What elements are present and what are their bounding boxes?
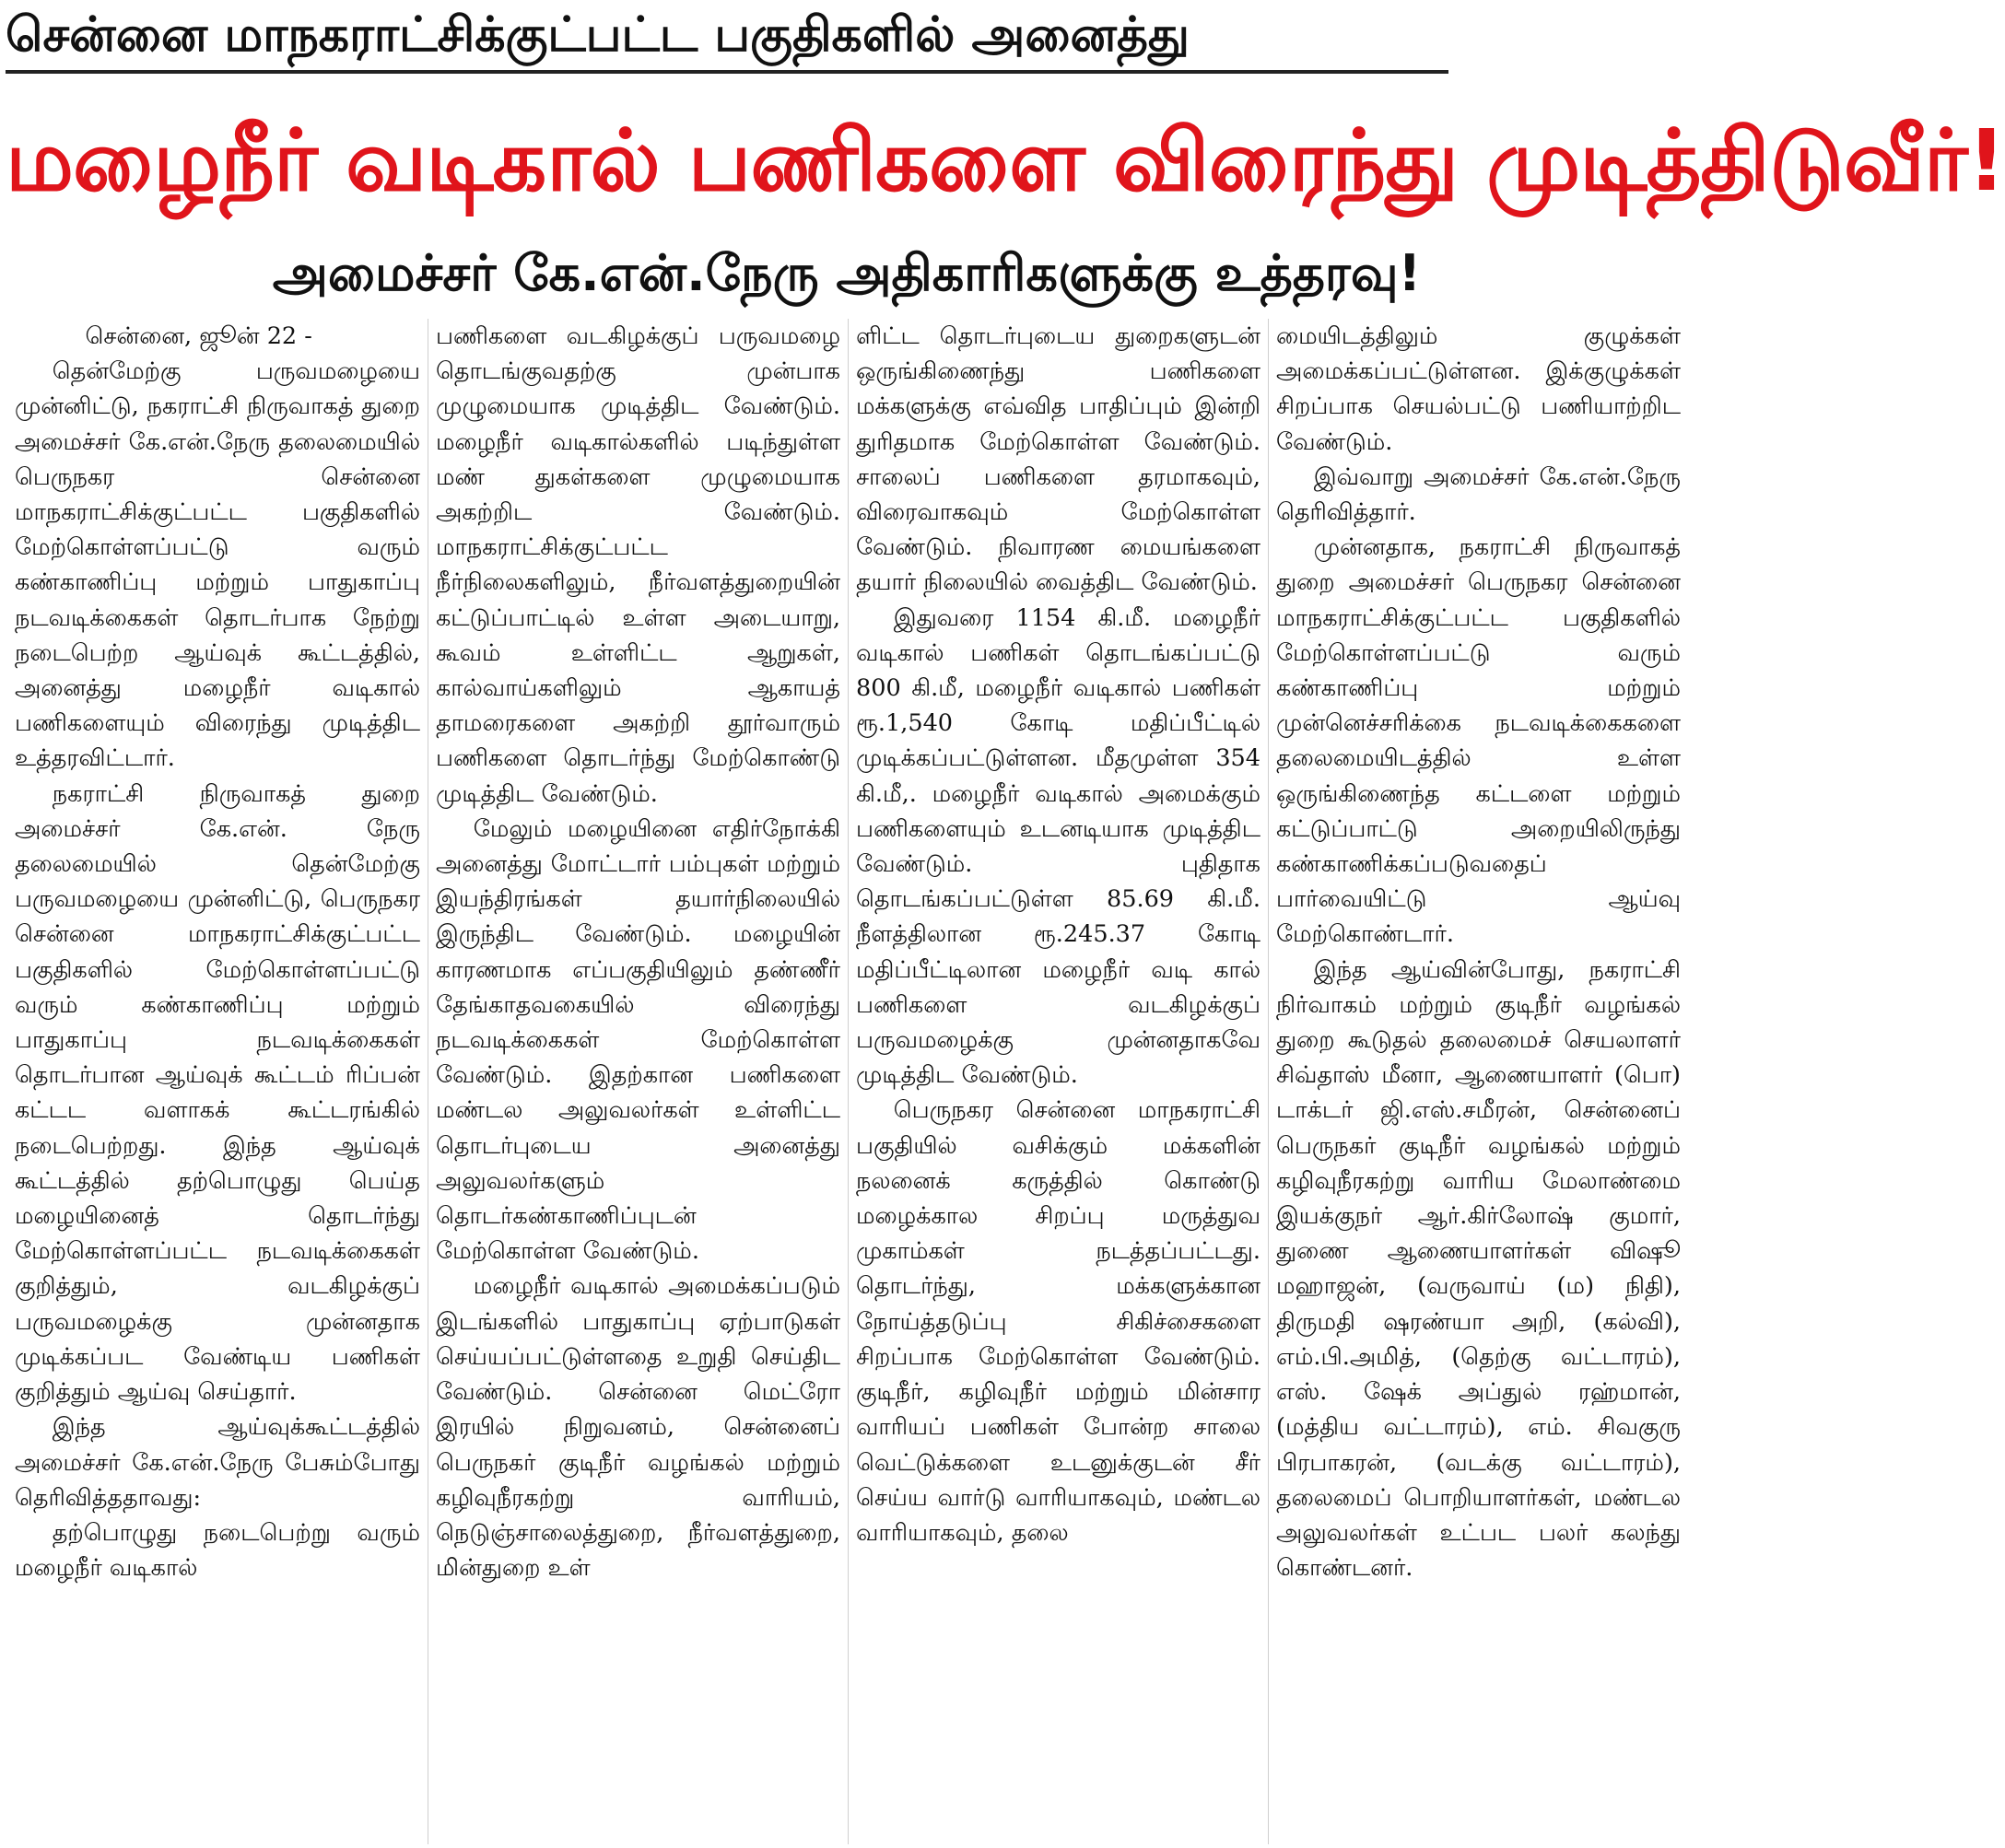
paragraph: முன்னதாக, நகராட்சி நிருவாகத் துறை அமைச்சர் பெருநகர சென்னை மாநகராட்சிக்குட்பட்ட பகுதிகளில் மேற்கொள்ளப்பட்டு வரும் கண்காணிப்பு மற்றும் முன்னெச்சரிக்கை நடவடிக்கைகளை தலைமையிடத்தில் உள்ள ஒருங்கிணைந்த கட்டளை மற்றும் கட்டுப்பாட்டு அறையிலிருந்து கண்காணிக்கப்படுவதைப் பார்வையிட்டு ஆய்வு மேற்கொண்டார். [1276,533,1681,949]
paragraph: நகராட்சி நிருவாகத் துறை அமைச்சர் கே.என். நேரு தலைமையில் தென்மேற்கு பருவமழையை முன்னிட்டு, பெருநகர சென்னை மாநகராட்சிக்குட்பட்ட பகுதிகளில் மேற்கொள்ளப்பட்டு வரும் கண்காணிப்பு மற்றும் பாதுகாப்பு நடவடிக்கைகள் தொடர்பான ஆய்வுக் கூட்டம் ரிப்பன் கட்டட வளாகக் கூட்டரங்கில் நடைபெற்றது. இந்த ஆய்வுக் கூட்டத்தில் தற்பொழுது பெய்த மழையினைத் தொடர்ந்து மேற்கொள்ளப்பட்ட நடவடிக்கைகள் குறித்தும், வடகிழக்குப் பருவமழைக்கு முன்னதாக முடிக்கப்பட வேண்டிய பணிகள் குறித்தும் ஆய்வு செய்தார். [15,779,420,1407]
kicker-line: சென்னை மாநகராட்சிக்குட்பட்ட பகுதிகளில் அனைத்து [6,7,1190,63]
article-body [7,319,1688,1844]
headline: மழைநீர் வடிகால் பணிகளை விரைந்து முடித்திடுவீர்! [6,111,2005,210]
dateline: சென்னை, ஜூன் 22 - [85,322,312,350]
paragraph: தென்மேற்கு பருவமழையை முன்னிட்டு, நகராட்சி நிருவாகத் துறை அமைச்சர் கே.என்.நேரு தலைமையில் பெருநகர சென்னை மாநகராட்சிக்குட்பட்ட பகுதிகளில் மேற்கொள்ளப்பட்டு வரும் கண்காணிப்பு மற்றும் பாதுகாப்பு நடவடிக்கைகள் தொடர்பாக நேற்று நடைபெற்ற ஆய்வுக் கூட்டத்தில், அனைத்து மழைநீர் வடிகால் பணிகளையும் விரைந்து முடித்திட உத்தரவிட்டார். [15,357,420,773]
paragraph: தற்பொழுது நடைபெற்று வரும் மழைநீர் வடிகால் [15,1518,420,1583]
paragraph: இந்த ஆய்வின்போது, நகராட்சி நிர்வாகம் மற்றும் குடிநீர் வழங்கல் துறை கூடுதல் தலைமைச் செயலாளர் சிவ்தாஸ் மீனா, ஆணையாளர் (பொ) டாக்டர் ஜி.எஸ்.சமீரன், சென்னைப் பெருநகர் குடிநீர் வழங்கல் மற்றும் கழிவுநீரகற்று வாரிய மேலாண்மை இயக்குநர் ஆர்.கிர்லோஷ் குமார், துணை ஆணையாளர்கள் விஷூ மஹாஜன், (வருவாய் (ம) நிதி), திருமதி ஷரண்யா அறி, (கல்வி), எம்.பி.அமித், (தெற்கு வட்டாரம்), எஸ். ஷேக் அப்துல் ரஹ்மான், (மத்திய வட்டாரம்), எம். சிவகுரு பிரபாகரன், (வடக்கு வட்டாரம்), தலைமைப் பொறியாளர்கள், மண்டல அலுவலர்கள் உட்பட பலர் கலந்து கொண்டனர். [1276,955,1681,1583]
paragraph: இவ்வாறு அமைச்சர் கே.என்.நேரு தெரிவித்தார். [1276,462,1681,527]
paragraph: பெருநகர சென்னை மாநகராட்சி பகுதியில் வசிக்கும் மக்களின் நலனைக் கருத்தில் கொண்டு மழைக்கால சிறப்பு மருத்துவ முகாம்கள் நடத்தப்பட்டது. தொடர்ந்து, மக்களுக்கான நோய்த்தடுப்பு சிகிச்சைகளை சிறப்பாக மேற்கொள்ள வேண்டும். குடிநீர், கழிவுநீர் மற்றும் மின்சார வாரியப் பணிகள் போன்ற சாலை வெட்டுக்களை உடனுக்குடன் சீர் செய்ய வார்டு வாரியாகவும், மண்டல வாரியாகவும், தலை [856,1096,1260,1547]
subheadline: அமைச்சர் கே.என்.நேரு அதிகாரிகளுக்கு உத்தரவு! [272,244,1422,302]
kicker-underline [6,70,1448,74]
column-2 [428,319,848,1844]
column-1 [7,319,428,1844]
paragraph: இதுவரை 1154 கி.மீ. மழைநீர் வடிகால் பணிகள் தொடங்கப்பட்டு 800 கி.மீ, மழைநீர் வடிகால் பணிகள் ரூ.1,540 கோடி மதிப்பீட்டில் முடிக்கப்பட்டுள்ளன. மீதமுள்ள 354 கி.மீ,. மழைநீர் வடிகால் அமைக்கும் பணிகளையும் உடனடியாக முடித்திட வேண்டும். புதிதாக தொடங்கப்பட்டுள்ள 85.69 கி.மீ. நீளத்திலான ரூ.245.37 கோடி மதிப்பீட்டிலான மழைநீர் வடி கால் பணிகளை வடகிழக்குப் பருவமழைக்கு முன்னதாகவே முடித்திட வேண்டும். [856,603,1260,1090]
paragraph: மையிடத்திலும் குழுக்கள் அமைக்கப்பட்டுள்ளன. இக்குழுக்கள் சிறப்பாக செயல்பட்டு பணியாற்றிட வேண்டும். [1276,322,1681,456]
paragraph: இந்த ஆய்வுக்கூட்டத்தில் அமைச்சர் கே.என்.நேரு பேசும்போது தெரிவித்ததாவது: [15,1413,420,1512]
paragraph: மேலும் மழையினை எதிர்நோக்கி அனைத்து மோட்டார் பம்புகள் மற்றும் இயந்திரங்கள் தயார்நிலையில் இருந்திட வேண்டும். மழையின் காரணமாக எப்பகுதியிலும் தண்ணீர் தேங்காதவகையில் விரைந்து நடவடிக்கைகள் மேற்கொள்ள வேண்டும். இதற்கான பணிகளை மண்டல அலுவலர்கள் உள்ளிட்ட தொடர்புடைய அனைத்து அலுவலர்களும் தொடர்கண்காணிப்புடன் மேற்கொள்ள வேண்டும். [436,814,840,1266]
paragraph: மழைநீர் வடிகால் அமைக்கப்படும் இடங்களில் பாதுகாப்பு ஏற்பாடுகள் செய்யப்பட்டுள்ளதை உறுதி செய்திட வேண்டும். சென்னை மெட்ரோ இரயில் நிறுவனம், சென்னைப் பெருநகர் குடிநீர் வழங்கல் மற்றும் கழிவுநீரகற்று வாரியம், நெடுஞ்சாலைத்துறை, நீர்வளத்துறை, மின்துறை உள் [436,1272,840,1583]
column-4 [1268,319,1688,1844]
paragraph: பணிகளை வடகிழக்குப் பருவமழை தொடங்குவதற்கு முன்பாக முழுமையாக முடித்திட வேண்டும். மழைநீர் வடிகால்களில் படிந்துள்ள மண் துகள்களை முழுமையாக அகற்றிட வேண்டும். மாநகராட்சிக்குட்பட்ட நீர்நிலைகளிலும், நீர்வளத்துறையின் கட்டுப்பாட்டில் உள்ள அடையாறு, கூவம் உள்ளிட்ட ஆறுகள், கால்வாய்களிலும் ஆகாயத் தாமரைகளை அகற்றி தூர்வாரும் பணிகளை தொடர்ந்து மேற்கொண்டு முடித்திட வேண்டும். [436,322,840,808]
paragraph: ளிட்ட தொடர்புடைய துறைகளுடன் ஒருங்கிணைந்து பணிகளை மக்களுக்கு எவ்வித பாதிப்பும் இன்றி துரிதமாக மேற்கொள்ள வேண்டும். சாலைப் பணிகளை தரமாகவும், விரைவாகவும் மேற்கொள்ள வேண்டும். நிவாரண மையங்களை தயார் நிலையில் வைத்திட வேண்டும். [856,322,1260,597]
column-3 [848,319,1268,1844]
